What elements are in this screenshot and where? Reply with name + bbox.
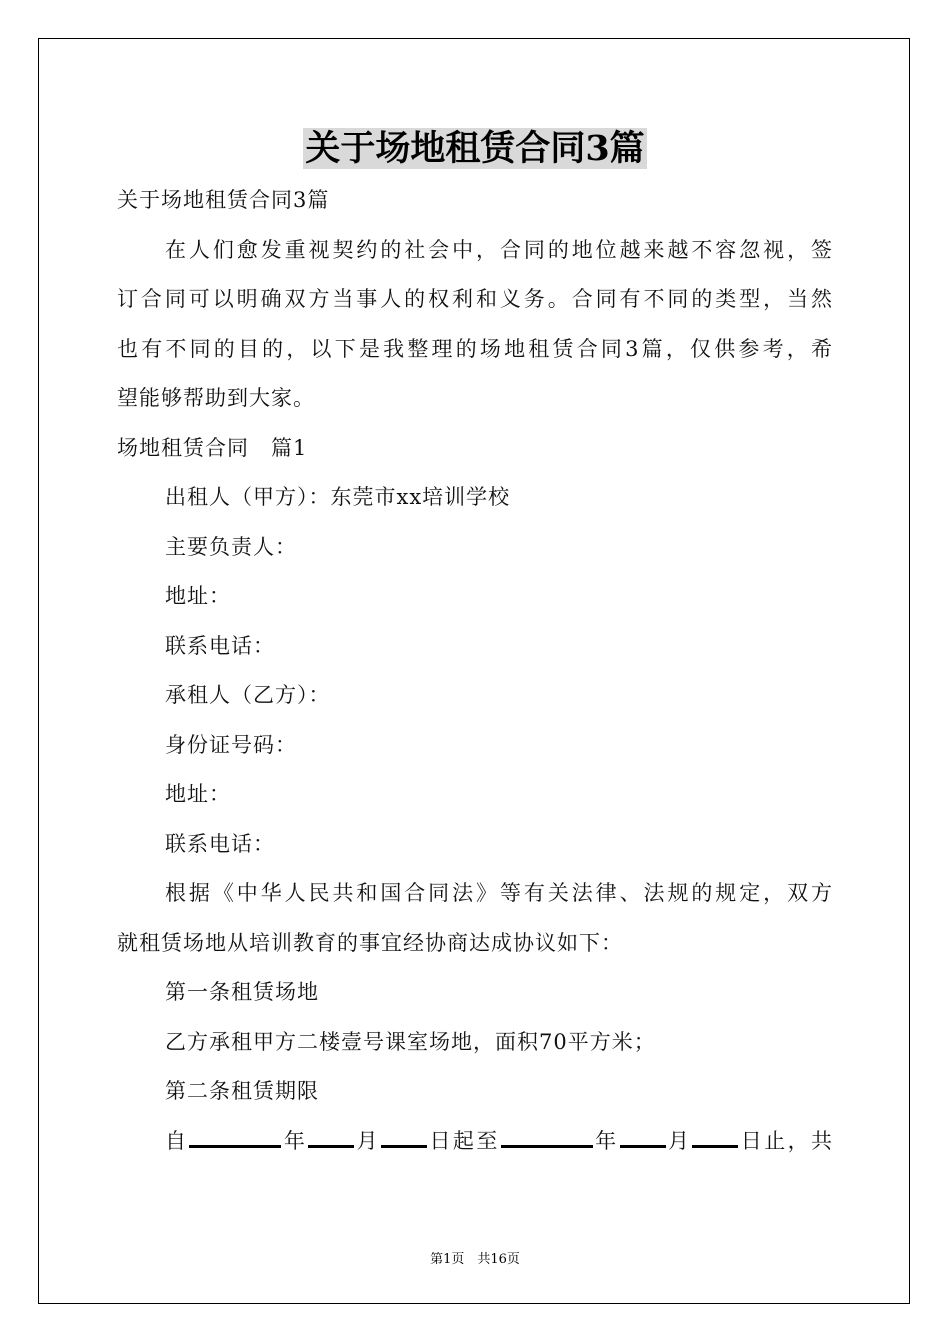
lessee-address-line: 地址： bbox=[165, 782, 231, 806]
blank-month-end bbox=[620, 1131, 666, 1148]
term-year2: 年 bbox=[593, 1128, 619, 1153]
article2-title: 第二条租赁期限 bbox=[165, 1079, 319, 1103]
intro-line-1: 在人们愈发重视契约的社会中，合同的地位越来越不容忽视，签 bbox=[165, 237, 833, 262]
document-title: 关于场地租赁合同3篇 bbox=[305, 128, 645, 169]
lessor-address-line: 地址： bbox=[165, 584, 231, 608]
term-month1: 月 bbox=[355, 1128, 381, 1153]
term-month2: 月 bbox=[666, 1128, 692, 1153]
subtitle: 关于场地租赁合同3篇 bbox=[117, 188, 330, 212]
lessor-phone-line: 联系电话： bbox=[165, 633, 275, 658]
intro-line-4: 望能够帮助到大家。 bbox=[117, 386, 315, 410]
document-body bbox=[117, 176, 833, 1166]
basis-line-2: 就租赁场地从培训教育的事宜经协商达成协议如下： bbox=[117, 930, 623, 955]
term-day1: 日起至 bbox=[428, 1128, 500, 1153]
lessor-line: 出租人（甲方）：东莞市xx培训学校 bbox=[165, 485, 511, 509]
article1-title: 第一条租赁场地 bbox=[165, 980, 319, 1004]
intro-line-2: 订合同可以明确双方当事人的权利和义务。合同有不同的类型，当然 bbox=[117, 287, 833, 311]
section-heading: 场地租赁合同 篇1 bbox=[117, 435, 308, 460]
blank-year-start bbox=[189, 1131, 281, 1148]
blank-month-start bbox=[308, 1131, 354, 1148]
term-year1: 年 bbox=[282, 1128, 308, 1153]
lessee-phone-line: 联系电话： bbox=[165, 831, 275, 856]
blank-year-end bbox=[501, 1131, 593, 1148]
term-day2: 日止，共 bbox=[739, 1128, 834, 1153]
term-from: 自 bbox=[165, 1128, 189, 1153]
lessor-contact-line: 主要负责人： bbox=[165, 534, 297, 559]
term-line bbox=[117, 1117, 833, 1167]
blank-day-end bbox=[692, 1131, 738, 1148]
blank-day-start bbox=[381, 1131, 427, 1148]
lessee-id-line: 身份证号码： bbox=[165, 732, 297, 757]
basis-line-1: 根据《中华人民共和国合同法》等有关法律、法规的规定，双方 bbox=[165, 881, 833, 905]
intro-line-3: 也有不同的目的，以下是我整理的场地租赁合同3篇，仅供参考，希 bbox=[117, 336, 833, 361]
lessee-line: 承租人（乙方）： bbox=[165, 683, 331, 707]
page-footer: 第1页 共16页 bbox=[430, 1252, 520, 1267]
article1-text: 乙方承租甲方二楼壹号课室场地，面积70平方米； bbox=[165, 1029, 656, 1054]
